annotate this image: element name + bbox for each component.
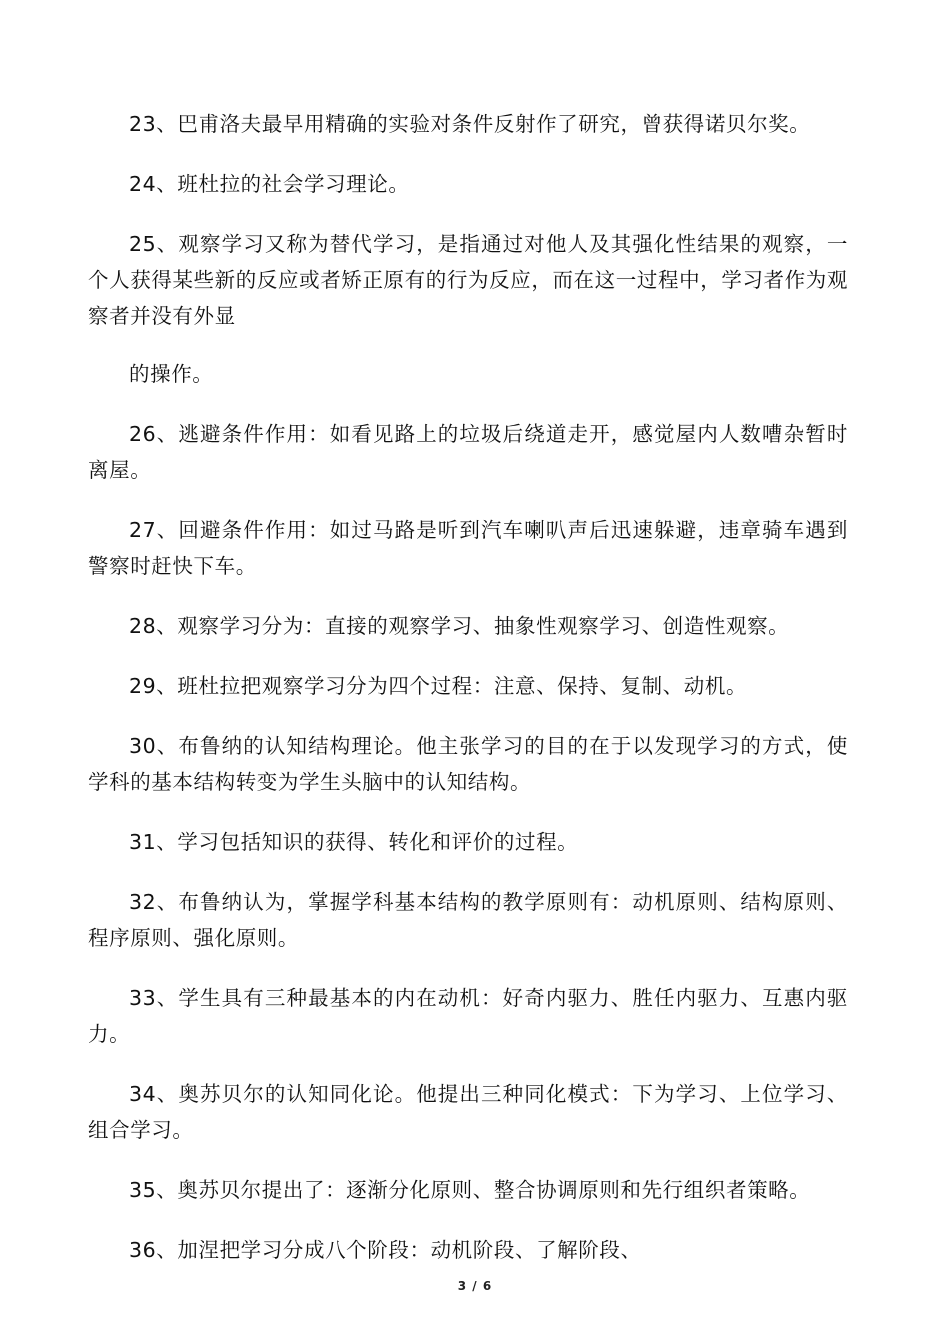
paragraph-31: 31、学习包括知识的获得、转化和评价的过程。 (129, 830, 579, 854)
paragraph-29: 29、班杜拉把观察学习分为四个过程：注意、保持、复制、动机。 (129, 674, 748, 698)
paragraph-25: 25、观察学习又称为替代学习，是指通过对他人及其强化性结果的观察，一个人获得某些新的反应或者矫正原有的行为反应，而在这一过程中，学习者作为观察者并没有外显 (88, 232, 848, 328)
paragraph-26: 26、逃避条件作用：如看见路上的垃圾后绕道走开，感觉屋内人数嘈杂暂时离屋。 (88, 422, 848, 482)
paragraph-30: 30、布鲁纳的认知结构理论。他主张学习的目的在于以发现学习的方式，使学科的基本结构转变为学生头脑中的认知结构。 (88, 734, 848, 794)
paragraph-27: 27、回避条件作用：如过马路是听到汽车喇叭声后迅速躲避，违章骑车遇到警察时赶快下车。 (88, 518, 848, 578)
paragraph-33: 33、学生具有三种最基本的内在动机：好奇内驱力、胜任内驱力、互惠内驱力。 (88, 986, 848, 1046)
page-number: 3 / 6 (457, 1279, 493, 1293)
paragraph-35: 35、奥苏贝尔提出了：逐渐分化原则、整合协调原则和先行组织者策略。 (129, 1178, 811, 1202)
paragraph-25-continuation: 的操作。 (129, 362, 214, 386)
document-body (88, 106, 848, 1292)
paragraph-24: 24、班杜拉的社会学习理论。 (129, 172, 410, 196)
paragraph-23: 23、巴甫洛夫最早用精确的实验对条件反射作了研究，曾获得诺贝尔奖。 (129, 112, 811, 136)
paragraph-32: 32、布鲁纳认为，掌握学科基本结构的教学原则有：动机原则、结构原则、程序原则、强化原则。 (88, 890, 848, 950)
paragraph-34: 34、奥苏贝尔的认知同化论。他提出三种同化模式：下为学习、上位学习、组合学习。 (88, 1082, 848, 1142)
paragraph-28: 28、观察学习分为：直接的观察学习、抽象性观察学习、创造性观察。 (129, 614, 790, 638)
paragraph-36: 36、加涅把学习分成八个阶段：动机阶段、了解阶段、 (129, 1238, 642, 1262)
